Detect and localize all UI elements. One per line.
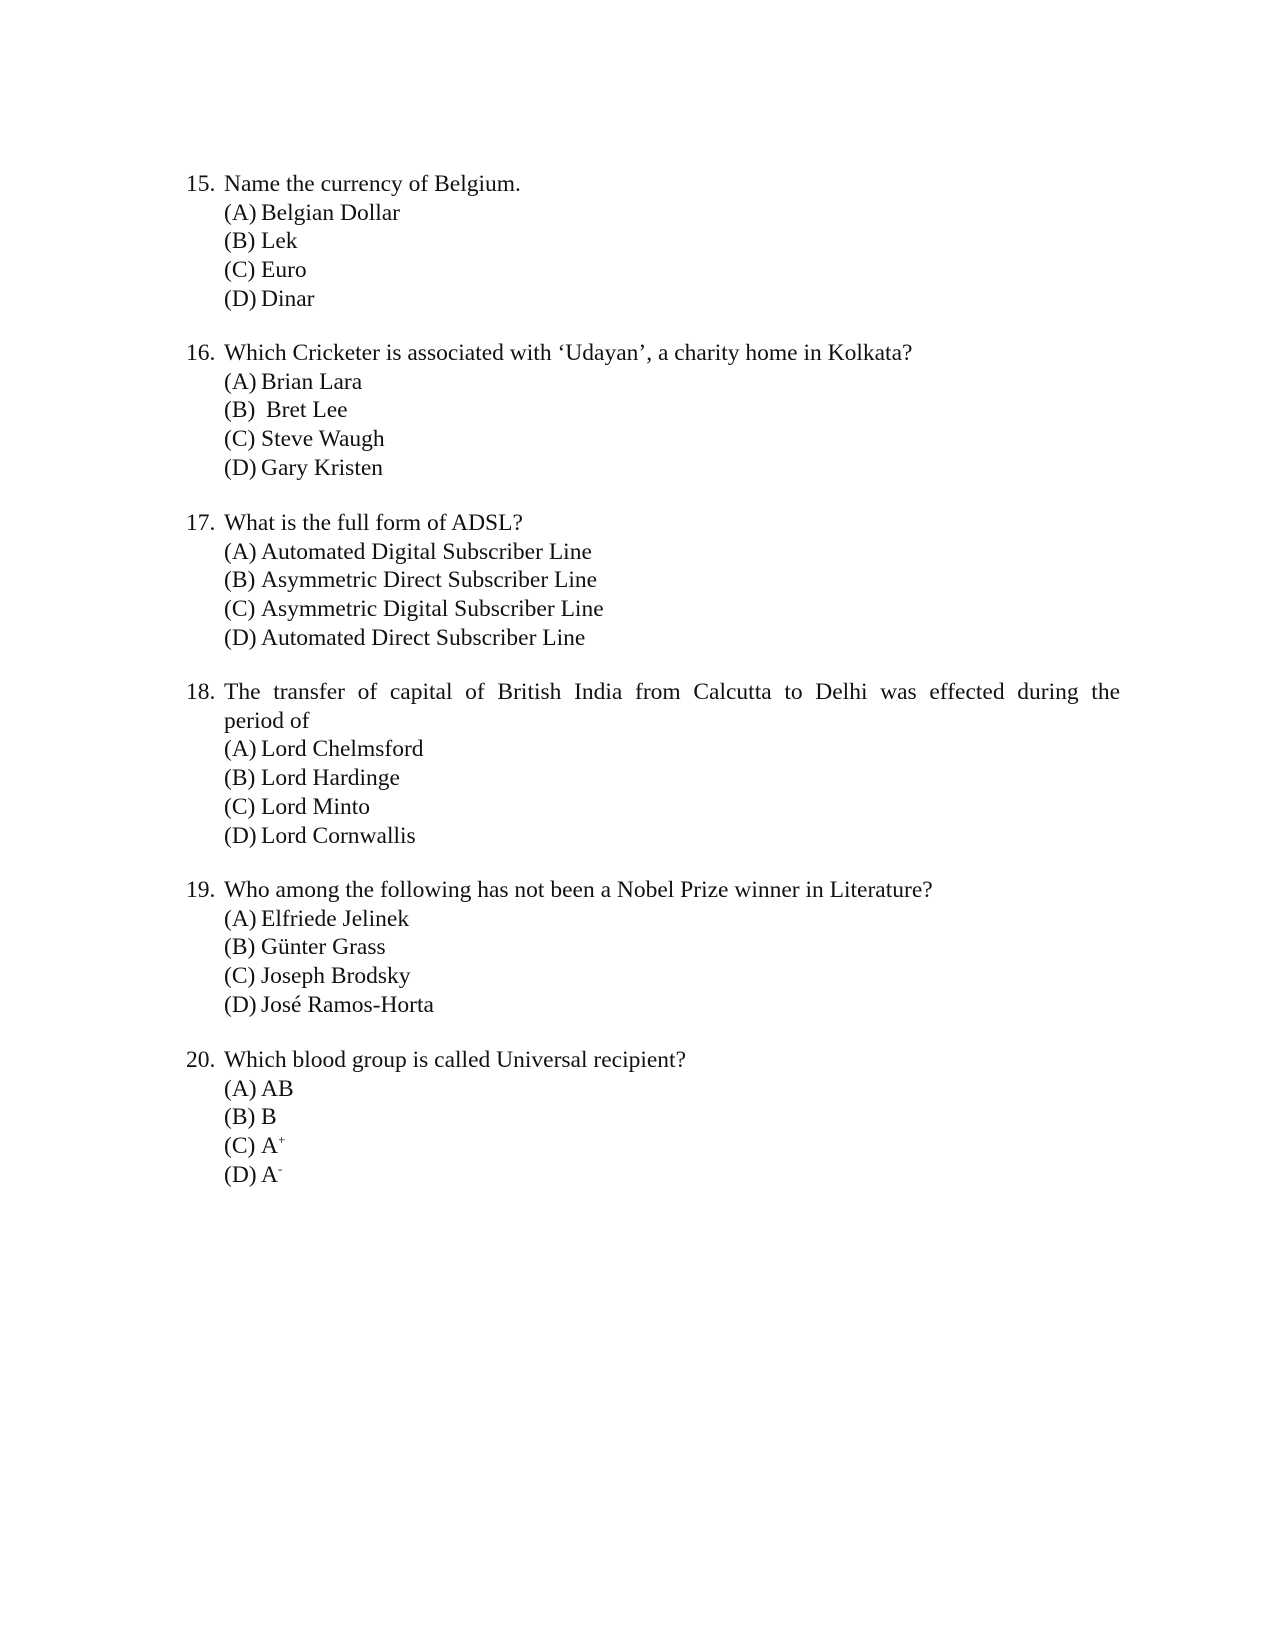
option-b: [224, 933, 1120, 962]
blood-group: A: [261, 1161, 278, 1188]
option-text: Belgian Dollar: [261, 199, 401, 226]
question-stem: [186, 170, 1120, 199]
option-label: (A): [224, 905, 257, 932]
question-text: Name the currency of Belgium.: [224, 171, 521, 197]
option-text: Joseph Brodsky: [261, 963, 411, 990]
question-number: 16.: [186, 340, 216, 366]
option-b: [224, 764, 1120, 793]
option-c: [224, 595, 1120, 624]
option-label: (A): [224, 368, 257, 395]
option-text: [261, 1132, 285, 1161]
option-label: (D): [224, 822, 257, 849]
option-text: AB: [261, 1075, 294, 1102]
question-number: 19.: [186, 877, 216, 903]
question-17: [186, 509, 1120, 653]
option-d: [224, 454, 1120, 483]
option-label: (A): [224, 538, 257, 565]
question-text: What is the full form of ADSL?: [224, 510, 523, 536]
option-c: [224, 793, 1120, 822]
option-c: [224, 1132, 1120, 1161]
option-text: Lord Cornwallis: [261, 822, 416, 849]
option-a: [224, 199, 1120, 228]
question-15: [186, 170, 1120, 314]
question-number: 20.: [186, 1047, 216, 1073]
question-text-line-1: The transfer of capital of British India from Calcutta to Delhi was effected during the: [224, 679, 1120, 705]
question-stem: [186, 1046, 1120, 1075]
option-d: [224, 624, 1120, 653]
option-label: (C): [224, 793, 256, 820]
question-number: 15.: [186, 171, 216, 197]
option-d: [224, 822, 1120, 851]
option-c: [224, 962, 1120, 991]
option-label: (B): [224, 934, 256, 961]
option-text: [261, 1161, 282, 1190]
option-label: (B): [224, 567, 256, 594]
option-text: Gary Kristen: [261, 454, 384, 481]
option-label: (D): [224, 991, 257, 1018]
option-d: [224, 991, 1120, 1020]
option-label: (C): [224, 426, 256, 453]
option-text: Steve Waugh: [261, 426, 385, 453]
option-label: (D): [224, 454, 257, 481]
question-text: [224, 678, 1120, 735]
blood-group: A: [261, 1133, 278, 1160]
option-label: (A): [224, 199, 257, 226]
option-text: Automated Digital Subscriber Line: [261, 538, 592, 565]
option-label: (C): [224, 257, 256, 284]
option-label: (B): [224, 1104, 256, 1131]
question-text: Which blood group is called Universal recipient?: [224, 1047, 687, 1073]
option-text: Elfriede Jelinek: [261, 905, 410, 932]
option-label: (D): [224, 624, 257, 651]
option-label: (A): [224, 736, 257, 763]
option-d: [224, 1161, 1120, 1190]
option-text: Lek: [261, 228, 298, 255]
option-label: (B): [224, 397, 256, 424]
rh-sign: +: [277, 1132, 286, 1148]
question-stem: [186, 678, 1120, 735]
question-stem: [186, 509, 1120, 538]
option-text: Automated Direct Subscriber Line: [261, 624, 586, 651]
option-b: [224, 566, 1120, 595]
question-number: 17.: [186, 510, 216, 536]
option-a: [224, 1075, 1120, 1104]
option-a: [224, 368, 1120, 397]
option-label: (A): [224, 1075, 257, 1102]
option-b: [224, 227, 1120, 256]
option-text: Günter Grass: [261, 934, 386, 961]
question-18: [186, 678, 1120, 850]
option-text: Euro: [261, 257, 307, 284]
question-16: [186, 339, 1120, 483]
option-b: [224, 396, 1120, 425]
option-label: (D): [224, 285, 257, 312]
option-label: (B): [224, 228, 256, 255]
option-text: Asymmetric Direct Subscriber Line: [261, 567, 598, 594]
option-label: (C): [224, 963, 256, 990]
question-stem: [186, 876, 1120, 905]
question-text: Who among the following has not been a Nobel Prize winner in Literature?: [224, 877, 933, 903]
option-text: Lord Chelmsford: [261, 736, 424, 763]
option-label: (D): [224, 1161, 257, 1188]
option-text: Brian Lara: [261, 368, 363, 395]
option-c: [224, 256, 1120, 285]
option-text: Bret Lee: [266, 397, 348, 424]
option-c: [224, 425, 1120, 454]
option-text: Asymmetric Digital Subscriber Line: [261, 596, 604, 623]
option-label: (C): [224, 1133, 256, 1160]
question-number: 18.: [186, 679, 216, 705]
option-text: Lord Minto: [261, 793, 371, 820]
option-a: [224, 905, 1120, 934]
option-text: Lord Hardinge: [261, 765, 400, 792]
option-text: José Ramos-Horta: [261, 991, 434, 1018]
option-a: [224, 538, 1120, 567]
option-d: [224, 285, 1120, 314]
rh-sign: -: [277, 1160, 283, 1176]
option-a: [224, 735, 1120, 764]
question-text: Which Cricketer is associated with ‘Udayan’, a charity home in Kolkata?: [224, 340, 913, 366]
question-19: [186, 876, 1120, 1020]
option-label: (C): [224, 596, 256, 623]
question-20: [186, 1046, 1120, 1190]
question-text-line-2: period of: [224, 707, 310, 734]
option-text: B: [261, 1104, 277, 1131]
option-text: Dinar: [261, 285, 315, 312]
question-stem: [186, 339, 1120, 368]
option-label: (B): [224, 765, 256, 792]
option-b: [224, 1103, 1120, 1132]
